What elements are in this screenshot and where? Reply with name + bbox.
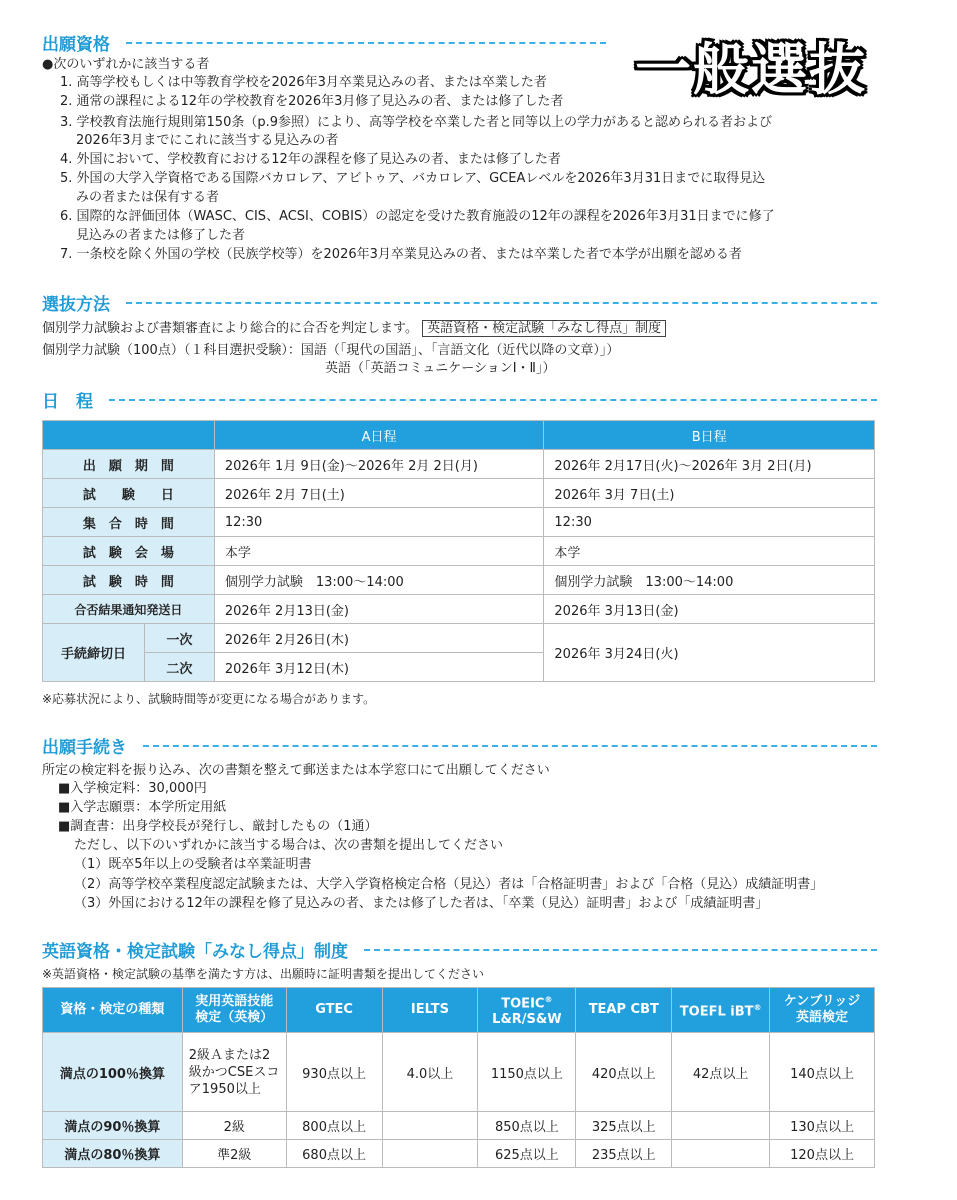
header-cell: 実用英語技能 検定（英検） (182, 988, 286, 1033)
cell: 680点以上 (286, 1140, 382, 1168)
divider (364, 949, 877, 951)
table-row (43, 624, 875, 653)
english-title: 英語資格・検定試験「みなし得点」制度 (42, 942, 348, 962)
row-label: 試 験 日 (43, 479, 215, 508)
cell: 130点以上 (770, 1112, 875, 1140)
cell: 準2級 (182, 1140, 286, 1168)
divider (126, 42, 606, 44)
qualification-item: 1. 高等学校もしくは中等教育学校を2026年3月卒業見込みの者、または卒業した者 (60, 75, 547, 90)
english-note: ※英語資格・検定試験の基準を満たす方は、出願時に証明書類を提出してください (42, 967, 485, 981)
procedure-line: （2）高等学校卒業程度認定試験または、大学入学資格検定合格（見込）者は「合格証明書」および「合格（見込）成績証明書」 (74, 877, 824, 892)
selection-type-badge: 一般選抜 (635, 38, 867, 103)
schedule-table (42, 420, 875, 682)
cell: 420点以上 (576, 1033, 672, 1112)
selection-text: 個別学力試験および書類審査により総合的に合否を判定します。 (42, 321, 418, 336)
header-a: A日程 (214, 421, 544, 450)
cell-a: 個別学力試験 13:00～14:00 (214, 566, 544, 595)
qualification-item-cont: 見込みの者または修了した者 (76, 228, 246, 243)
cell: 800点以上 (286, 1112, 382, 1140)
qualification-item: 2. 通常の課程による12年の学校教育を2026年3月修了見込みの者、または修了した者 (60, 94, 564, 109)
cell: 42点以上 (672, 1033, 770, 1112)
header-cell: TEAP CBT (576, 988, 672, 1033)
row-label: 合否結果通知発送日 (43, 595, 215, 624)
divider (126, 302, 877, 304)
row-label: 出 願 期 間 (43, 450, 215, 479)
cell: 4.0以上 (382, 1033, 478, 1112)
divider (109, 399, 877, 401)
eiken-cell: 2級Ａまたは2級かつCSEスコア1950以上 (182, 1033, 286, 1112)
procedure-line: ■調査書：出身学校長が発行し、厳封したもの（1通） (58, 819, 378, 834)
qualification-title: 出願資格 (42, 35, 110, 55)
table-row (43, 479, 875, 508)
divider (143, 745, 877, 747)
qualification-item: 6. 国際的な評価団体（WASC、CIS、ACSI、COBIS）の認定を受けた教育施設の12年の課程を2026年3月31日までに修了 (60, 209, 775, 224)
cell-a: 2026年 2月 7日(土) (214, 479, 544, 508)
selection-title: 選抜方法 (42, 295, 110, 315)
row-label: 満点の80％換算 (43, 1140, 183, 1168)
cell-a: 2026年 2月26日(木) (214, 624, 544, 653)
table-row (43, 450, 875, 479)
table-row (43, 566, 875, 595)
header-cell: 資格・検定の種類 (43, 988, 183, 1033)
cell-a: 本学 (214, 537, 544, 566)
qualification-item: 3. 学校教育法施行規則第150条（p.9参照）により、高等学校を卒業した者と同等以上の学力があると認められる者および (60, 115, 773, 130)
cell-b: 2026年 2月17日(火)～2026年 3月 2日(月) (544, 450, 875, 479)
qualification-item-cont: 2026年3月までにこれに該当する見込みの者 (76, 133, 339, 148)
second-label: 二次 (144, 653, 214, 682)
header-cell: TOEIC® L&R/S&W (478, 988, 576, 1033)
row-label: 集 合 時 間 (43, 508, 215, 537)
cell-b: 2026年 3月13日(金) (544, 595, 875, 624)
row-label: 満点の90％換算 (43, 1112, 183, 1140)
section-title-english (42, 937, 877, 962)
table-row (43, 537, 875, 566)
first-label: 一次 (144, 624, 214, 653)
cell: 120点以上 (770, 1140, 875, 1168)
minashi-box: 英語資格・検定試験「みなし得点」制度 (422, 320, 666, 337)
cell: 625点以上 (478, 1140, 576, 1168)
qualification-item: 7. 一条校を除く外国の学校（民族学校等）を2026年3月卒業見込みの者、または卒業した者で本学が出願を認める者 (60, 247, 742, 262)
procedure-line: ■入学検定料：30,000円 (58, 781, 207, 796)
table-row (43, 595, 875, 624)
section-title-selection (42, 290, 877, 315)
schedule-note: ※応募状況により、試験時間等が変更になる場合があります。 (42, 692, 376, 706)
cell-b: 2026年 3月24日(火) (544, 624, 875, 682)
cell (382, 1140, 478, 1168)
qualification-item: 4. 外国において、学校教育における12年の課程を修了見込みの者、または修了した者 (60, 152, 561, 167)
procedure-line: ただし、以下のいずれかに該当する場合は、次の書類を提出してください (74, 838, 504, 853)
procedure-line: （1）既卒5年以上の受験者は卒業証明書 (74, 857, 312, 872)
section-title-schedule (42, 387, 877, 412)
procedure-line: （3）外国における12年の課程を修了見込みの者、または修了した者は、「卒業（見込）証明書」および「成績証明書」 (74, 896, 769, 911)
cell: 140点以上 (770, 1033, 875, 1112)
qualification-intro: ●次のいずれかに該当する者 (42, 57, 210, 72)
row-label: 満点の100％換算 (43, 1033, 183, 1112)
cell (672, 1140, 770, 1168)
qualification-item: 5. 外国の大学入学資格である国際バカロレア、アビトゥア、バカロレア、GCEAレベルを2026年3月31日までに取得見込 (60, 171, 766, 186)
english-header-row (43, 988, 875, 1033)
table-row (43, 1112, 875, 1140)
cell-b: 2026年 3月 7日(土) (544, 479, 875, 508)
procedure-line: ■入学志願票：本学所定用紙 (58, 800, 227, 815)
selection-line-2: 個別学力試験（100点）（１科目選択受験）：国語（「現代の国語」、「言語文化（近代以降の文章）」） (42, 343, 620, 358)
qualification-item-cont: みの者または保有する者 (76, 190, 220, 205)
cell-a: 2026年 2月13日(金) (214, 595, 544, 624)
cell: 325点以上 (576, 1112, 672, 1140)
cell-a: 2026年 3月12日(木) (214, 653, 544, 682)
cell: 930点以上 (286, 1033, 382, 1112)
header-b: B日程 (544, 421, 875, 450)
selection-line-1 (42, 320, 666, 338)
schedule-header-row (43, 421, 875, 450)
header-cell: TOEFL iBT® (672, 988, 770, 1033)
cell-a: 12:30 (214, 508, 544, 537)
row-label: 試 験 会 場 (43, 537, 215, 566)
table-row (43, 1140, 875, 1168)
table-row (43, 1033, 875, 1112)
procedure-line: 所定の検定料を振り込み、次の書類を整えて郵送または本学窓口にて出願してください (42, 763, 550, 778)
header-cell: IELTS (382, 988, 478, 1033)
cell: 2級 (182, 1112, 286, 1140)
header-cell: GTEC (286, 988, 382, 1033)
header-cell: ケンブリッジ 英語検定 (770, 988, 875, 1033)
section-title-qualification (42, 30, 877, 55)
cell: 235点以上 (576, 1140, 672, 1168)
cell: 1150点以上 (478, 1033, 576, 1112)
selection-line-3: 英語（「英語コミュニケーションⅠ・Ⅱ」） (325, 361, 556, 376)
cell (672, 1112, 770, 1140)
deadline-label: 手続締切日 (43, 624, 145, 682)
english-table (42, 987, 875, 1168)
cell-b: 12:30 (544, 508, 875, 537)
cell (382, 1112, 478, 1140)
procedure-title: 出願手続き (42, 738, 127, 758)
cell-a: 2026年 1月 9日(金)～2026年 2月 2日(月) (214, 450, 544, 479)
row-label: 試 験 時 間 (43, 566, 215, 595)
section-title-procedure (42, 733, 877, 758)
schedule-title: 日 程 (42, 392, 93, 412)
header-blank (43, 421, 215, 450)
table-row (43, 508, 875, 537)
cell-b: 個別学力試験 13:00～14:00 (544, 566, 875, 595)
cell: 850点以上 (478, 1112, 576, 1140)
cell-b: 本学 (544, 537, 875, 566)
